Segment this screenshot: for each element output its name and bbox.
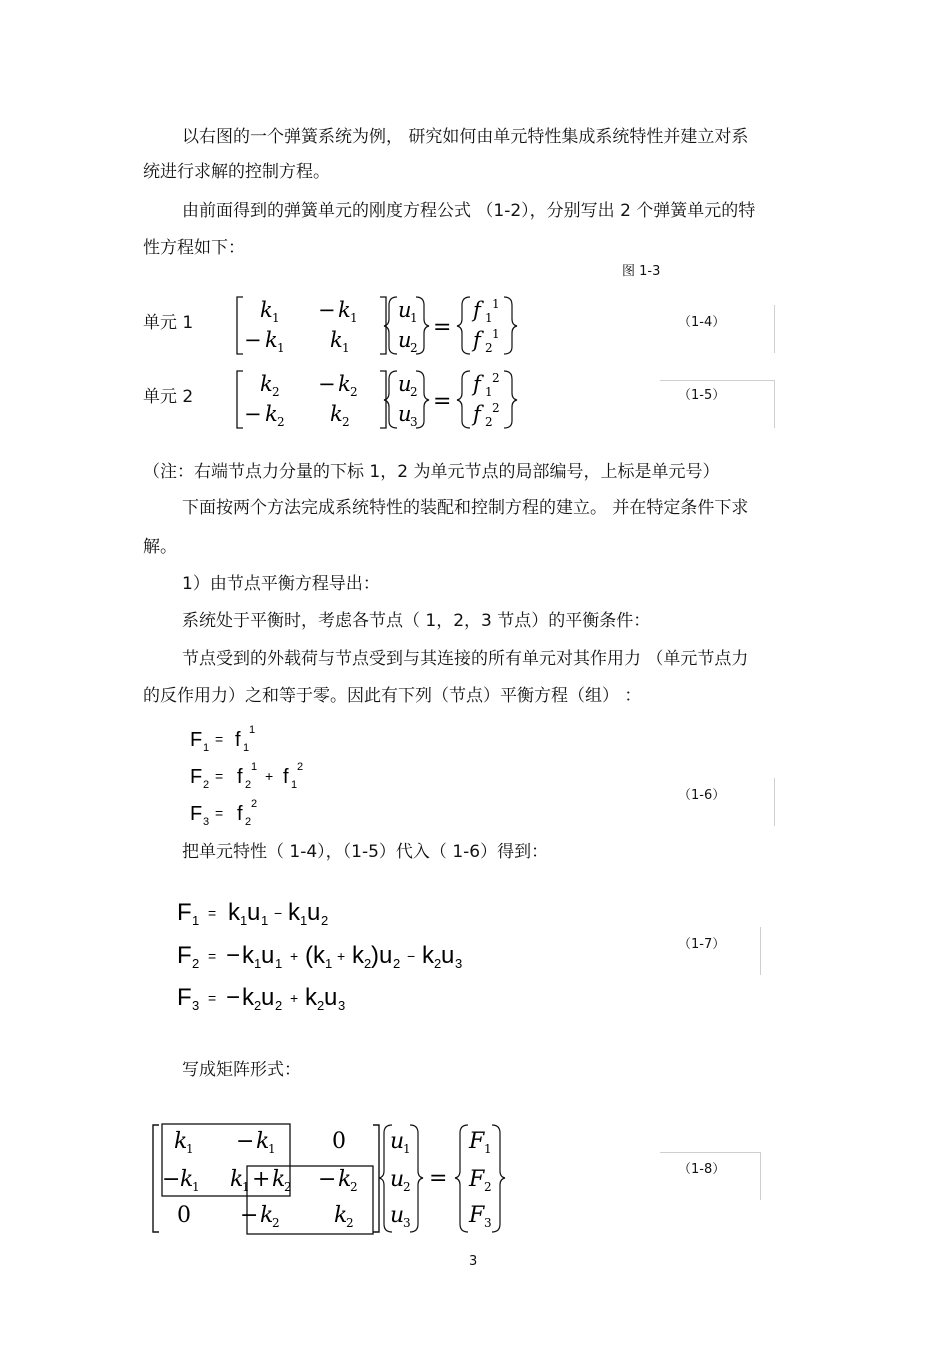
svg-text:2: 2 xyxy=(492,371,500,385)
svg-text:2: 2 xyxy=(403,1180,411,1194)
svg-text:+: + xyxy=(252,1167,271,1192)
svg-text:−: − xyxy=(318,372,336,396)
substituted-equations xyxy=(172,888,532,1018)
note-line: （注：右端节点力分量的下标 1，2 为单元节点的局部编号，上标是单元号） xyxy=(143,462,720,482)
svg-text:k: k xyxy=(338,298,351,322)
svg-text:f: f xyxy=(237,766,243,788)
svg-text:1: 1 xyxy=(242,1180,250,1194)
svg-text:1: 1 xyxy=(410,311,418,325)
svg-text:u: u xyxy=(390,1167,405,1192)
svg-text:u: u xyxy=(247,899,261,926)
svg-text:f: f xyxy=(473,372,481,396)
svg-text:2: 2 xyxy=(297,761,304,773)
svg-text:f: f xyxy=(235,729,241,751)
svg-text:2: 2 xyxy=(346,1216,354,1230)
svg-text:1: 1 xyxy=(300,913,308,928)
page-number: 3 xyxy=(469,1254,478,1269)
svg-text:k: k xyxy=(265,328,278,352)
svg-text:=: = xyxy=(433,315,452,340)
paragraph-1-line-2: 统进行求解的控制方程。 xyxy=(143,162,330,182)
svg-text:3: 3 xyxy=(484,1216,492,1230)
svg-text:2: 2 xyxy=(484,1180,492,1194)
svg-text:1: 1 xyxy=(350,311,358,325)
divider-line xyxy=(774,305,775,353)
paragraph-3-line-2: 解。 xyxy=(143,537,177,557)
svg-text:k: k xyxy=(260,298,273,322)
svg-text:F: F xyxy=(469,1167,485,1192)
equation-number-1-6: （1-6） xyxy=(678,788,726,803)
svg-text:−: − xyxy=(226,984,241,1011)
svg-text:−: − xyxy=(240,1203,259,1228)
svg-text:2: 2 xyxy=(410,341,418,355)
svg-text:k: k xyxy=(338,1167,352,1192)
equation-number-1-4: （1-4） xyxy=(678,315,726,330)
svg-text:=: = xyxy=(208,948,217,964)
svg-text:k: k xyxy=(174,1129,188,1154)
svg-text:=: = xyxy=(208,905,217,921)
svg-text:1: 1 xyxy=(485,311,493,325)
svg-text:3: 3 xyxy=(410,415,418,429)
paragraph-5-line-2: 的反作用力）之和等于零。因此有下列（节点）平衡方程（组） ： xyxy=(143,686,642,706)
svg-text:f: f xyxy=(237,803,243,825)
svg-text:k: k xyxy=(334,1203,348,1228)
svg-text:k: k xyxy=(180,1167,194,1192)
svg-text:2: 2 xyxy=(434,956,442,971)
svg-text:2: 2 xyxy=(350,385,358,399)
element-2-stiffness-equation xyxy=(230,366,530,434)
svg-text:)u: )u xyxy=(371,942,393,969)
svg-text:0: 0 xyxy=(177,1203,191,1228)
paragraph-2-line-1: 由前面得到的弹簧单元的刚度方程公式 （1-2），分别写出 2 个弹簧单元的特 xyxy=(182,201,756,221)
svg-text:k: k xyxy=(330,328,343,352)
svg-text:2: 2 xyxy=(284,1180,292,1194)
element-1-stiffness-equation xyxy=(230,292,530,360)
divider-line xyxy=(774,380,775,428)
element-2-label: 单元 2 xyxy=(143,387,194,407)
svg-text:1: 1 xyxy=(192,913,200,928)
svg-text:−: − xyxy=(318,1167,337,1192)
svg-text:1: 1 xyxy=(268,1142,276,1156)
svg-text:u: u xyxy=(398,328,412,352)
divider-line xyxy=(774,778,775,826)
svg-text:2: 2 xyxy=(485,415,493,429)
svg-text:2: 2 xyxy=(277,415,285,429)
svg-text:2: 2 xyxy=(272,385,280,399)
svg-text:1: 1 xyxy=(192,1180,200,1194)
svg-text:3: 3 xyxy=(403,1216,411,1230)
svg-text:2: 2 xyxy=(492,401,500,415)
svg-text:1: 1 xyxy=(240,913,248,928)
svg-text:1: 1 xyxy=(403,1142,411,1156)
svg-text:u: u xyxy=(261,984,275,1011)
svg-text:−: − xyxy=(407,948,416,964)
svg-text:k: k xyxy=(265,402,278,426)
svg-text:−: − xyxy=(318,298,336,322)
svg-text:1: 1 xyxy=(325,956,333,971)
svg-text:k: k xyxy=(260,372,273,396)
svg-text:2: 2 xyxy=(275,998,283,1013)
svg-text:k: k xyxy=(330,402,343,426)
svg-text:1: 1 xyxy=(272,311,280,325)
svg-text:+: + xyxy=(290,948,299,964)
paragraph-3-line-1: 下面按两个方法完成系统特性的装配和控制方程的建立。 并在特定条件下求 xyxy=(182,498,749,518)
svg-text:F: F xyxy=(177,942,192,969)
svg-text:2: 2 xyxy=(364,956,372,971)
svg-text:f: f xyxy=(473,298,481,322)
svg-text:k: k xyxy=(305,984,317,1011)
svg-text:+: + xyxy=(290,990,299,1006)
equation-number-1-5: （1-5） xyxy=(678,388,726,403)
svg-text:1: 1 xyxy=(342,341,350,355)
svg-text:f: f xyxy=(283,766,289,788)
svg-text:−: − xyxy=(236,1129,255,1154)
svg-text:2: 2 xyxy=(254,998,262,1013)
svg-text:k: k xyxy=(260,1203,274,1228)
node-equilibrium-equations xyxy=(185,718,385,830)
svg-text:u: u xyxy=(307,899,321,926)
svg-text:k: k xyxy=(228,899,240,926)
svg-text:F: F xyxy=(469,1129,485,1154)
svg-text:1: 1 xyxy=(291,779,298,791)
svg-text:2: 2 xyxy=(342,415,350,429)
svg-text:1: 1 xyxy=(277,341,285,355)
svg-text:=: = xyxy=(215,805,224,821)
paragraph-5-line-1: 节点受到的外载荷与节点受到与其连接的所有单元对其作用力 （单元节点力 xyxy=(182,649,749,669)
svg-text:−: − xyxy=(244,402,262,426)
svg-text:+: + xyxy=(265,768,274,784)
svg-text:1: 1 xyxy=(492,327,500,341)
svg-text:1: 1 xyxy=(251,761,258,773)
svg-text:2: 2 xyxy=(192,956,200,971)
divider-line xyxy=(760,927,761,975)
svg-text:2: 2 xyxy=(350,1180,358,1194)
svg-text:k: k xyxy=(422,942,434,969)
svg-text:−: − xyxy=(162,1167,181,1192)
svg-text:2: 2 xyxy=(393,956,401,971)
svg-text:3: 3 xyxy=(192,998,200,1013)
svg-text:k: k xyxy=(352,942,364,969)
svg-text:2: 2 xyxy=(245,816,252,828)
svg-text:k: k xyxy=(230,1167,244,1192)
method-1-heading: 1）由节点平衡方程导出： xyxy=(182,574,380,594)
svg-text:u: u xyxy=(390,1203,405,1228)
svg-text:3: 3 xyxy=(203,816,210,828)
figure-caption: 图 1-3 xyxy=(622,264,661,279)
svg-text:2: 2 xyxy=(203,779,210,791)
svg-text:=: = xyxy=(433,389,452,414)
svg-text:k: k xyxy=(242,984,254,1011)
equation-number-1-7: （1-7） xyxy=(678,937,726,952)
svg-text:1: 1 xyxy=(243,742,250,754)
svg-text:1: 1 xyxy=(492,297,500,311)
svg-text:k: k xyxy=(242,942,254,969)
svg-text:2: 2 xyxy=(245,779,252,791)
svg-text:f: f xyxy=(473,402,481,426)
divider-line xyxy=(660,380,775,381)
svg-text:2: 2 xyxy=(251,798,258,810)
svg-text:−: − xyxy=(274,905,283,921)
svg-text:1: 1 xyxy=(275,956,283,971)
svg-text:F: F xyxy=(190,803,203,825)
svg-text:−: − xyxy=(226,942,241,969)
paragraph-1-line-1: 以右图的一个弹簧系统为例， 研究如何由单元特性集成系统特性并建立对系 xyxy=(182,127,749,147)
svg-text:F: F xyxy=(190,729,203,751)
svg-text:3: 3 xyxy=(455,956,463,971)
svg-text:2: 2 xyxy=(317,998,325,1013)
svg-text:2: 2 xyxy=(321,913,329,928)
svg-text:1: 1 xyxy=(261,913,269,928)
svg-text:1: 1 xyxy=(186,1142,194,1156)
svg-text:u: u xyxy=(441,942,455,969)
svg-text:2: 2 xyxy=(272,1216,280,1230)
paragraph-2-line-2: 性方程如下： xyxy=(143,238,245,258)
svg-text:F: F xyxy=(469,1203,485,1228)
svg-text:1: 1 xyxy=(203,742,210,754)
svg-text:u: u xyxy=(390,1129,405,1154)
paragraph-7: 写成矩阵形式： xyxy=(182,1060,301,1080)
svg-text:3: 3 xyxy=(338,998,346,1013)
svg-text:=: = xyxy=(429,1166,448,1191)
svg-text:=: = xyxy=(208,990,217,1006)
svg-text:(k: (k xyxy=(305,942,325,969)
svg-text:k: k xyxy=(288,899,300,926)
equation-number-1-8: （1-8） xyxy=(678,1162,726,1177)
svg-text:1: 1 xyxy=(484,1142,492,1156)
svg-text:k: k xyxy=(256,1129,270,1154)
divider-line xyxy=(760,1152,761,1200)
svg-text:u: u xyxy=(398,298,412,322)
global-stiffness-matrix-equation xyxy=(148,1118,518,1240)
svg-text:2: 2 xyxy=(485,341,493,355)
svg-text:=: = xyxy=(215,731,224,747)
paragraph-4: 系统处于平衡时，考虑各节点（ 1，2，3 节点）的平衡条件： xyxy=(182,611,651,631)
divider-line xyxy=(660,1152,760,1153)
svg-text:u: u xyxy=(398,402,412,426)
svg-text:u: u xyxy=(261,942,275,969)
svg-text:k: k xyxy=(338,372,351,396)
svg-text:u: u xyxy=(324,984,338,1011)
svg-text:2: 2 xyxy=(410,385,418,399)
svg-text:−: − xyxy=(244,328,262,352)
svg-text:1: 1 xyxy=(485,385,493,399)
svg-text:F: F xyxy=(177,899,192,926)
paragraph-6: 把单元特性（ 1-4），（1-5）代入（ 1-6）得到： xyxy=(182,842,549,862)
svg-text:F: F xyxy=(190,766,203,788)
svg-text:f: f xyxy=(473,328,481,352)
element-1-label: 单元 1 xyxy=(143,313,194,333)
svg-text:F: F xyxy=(177,984,192,1011)
svg-text:+: + xyxy=(337,948,346,964)
svg-text:u: u xyxy=(398,372,412,396)
svg-text:1: 1 xyxy=(249,724,256,736)
svg-text:0: 0 xyxy=(332,1129,346,1154)
svg-text:1: 1 xyxy=(254,956,262,971)
svg-text:=: = xyxy=(215,768,224,784)
svg-text:k: k xyxy=(272,1167,286,1192)
